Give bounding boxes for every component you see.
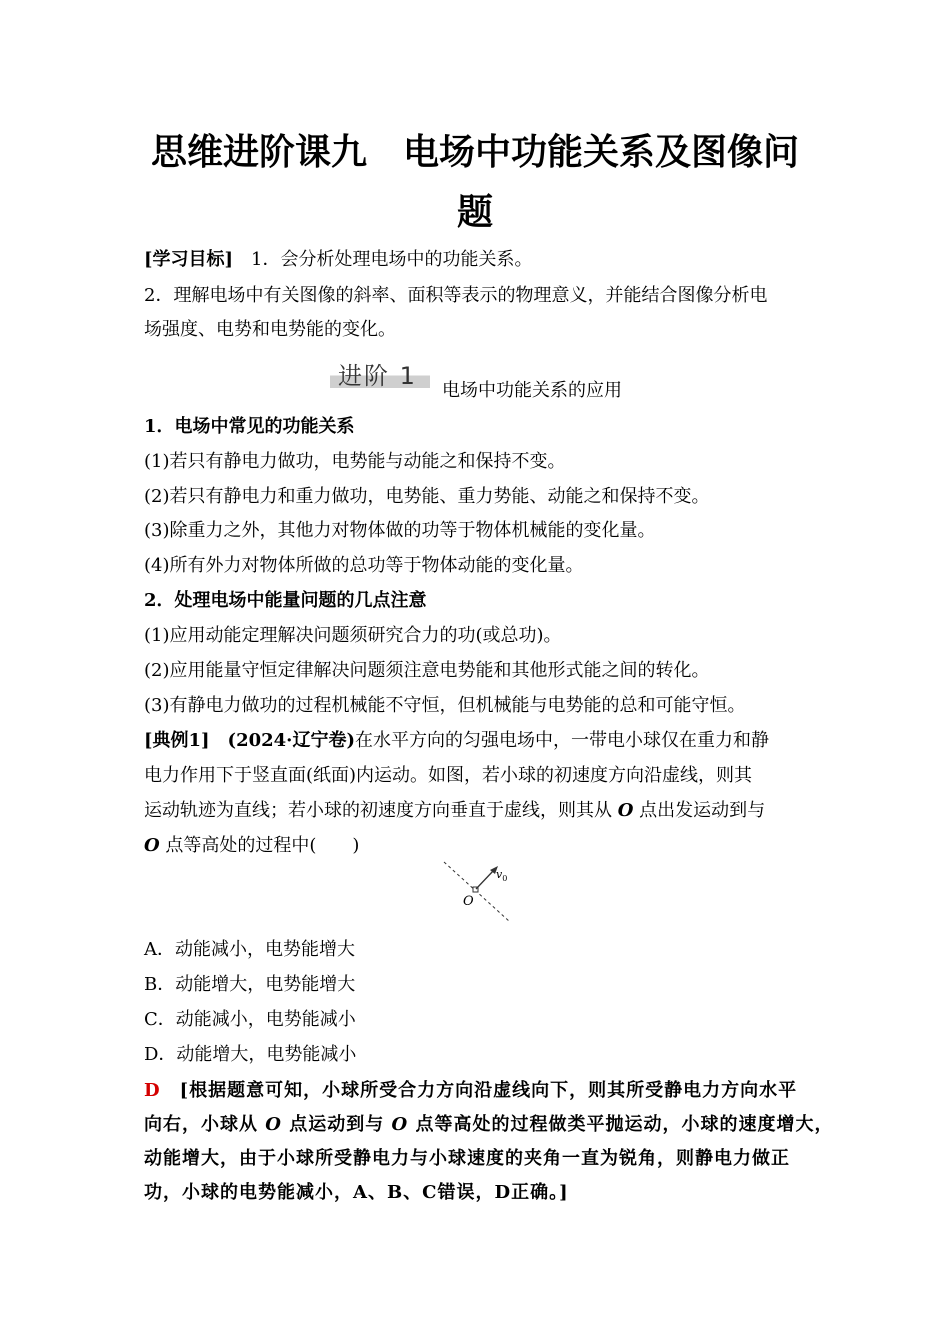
section-title: 电场中功能关系的应用: [442, 380, 622, 401]
answer-point-o-2: O: [391, 1114, 409, 1135]
example-label: [典例1]: [144, 730, 210, 751]
part2-item-3: (3)有静电力做功的过程机械能不守恒，但机械能与电势能的总和可能守恒。: [144, 695, 746, 716]
answer-point-o-1: O: [265, 1114, 282, 1135]
page-title-line1: 思维进阶课九 电场中功能关系及图像问: [150, 132, 799, 173]
answer-line2: [144, 1110, 834, 1136]
example-line3: [144, 796, 824, 822]
answer-line2-a: 向右，小球从: [144, 1114, 266, 1135]
example-line1-text: 在水平方向的匀强电场中，一带电小球仅在重力和静: [354, 730, 769, 751]
example-line4: [144, 831, 824, 857]
answer-line1-text: [根据题意可知，小球所受合力方向沿虚线向下，则其所受静电力方向水平: [160, 1080, 798, 1101]
page-title-line2: 题: [456, 192, 493, 233]
part2-item-2: (2)应用能量守恒定律解决问题须注意电势能和其他形式能之间的转化。: [144, 660, 710, 681]
example-line4-b: 点等高处的过程中( ): [159, 835, 360, 856]
example-line3-b: 点出发运动到与: [633, 800, 766, 821]
velocity-label: $v_0$: [496, 868, 508, 883]
example-line2: 电力作用下于竖直面(纸面)内运动。如图，若小球的初速度方向沿虚线，则其: [144, 765, 753, 786]
example-line3-a: 运动轨迹为直线；若小球的初速度方向垂直于虚线，则其从: [144, 800, 618, 821]
objective-item-2-line1: 2．理解电场中有关图像的斜率、面积等表示的物理意义，并能结合图像分析电: [144, 285, 768, 306]
part1-item-3: (3)除重力之外，其他力对物体做的功等于物体机械能的变化量。: [144, 520, 656, 541]
answer-line2-c: 点等高处的过程做类平抛运动，小球的速度增大，: [408, 1114, 834, 1135]
answer-letter: D: [144, 1080, 161, 1101]
option-a: A．动能减小，电势能增大: [144, 939, 355, 960]
part2-heading: 2．处理电场中能量问题的几点注意: [144, 590, 427, 611]
answer-line3: 动能增大，由于小球所受静电力与小球速度的夹角一直为锐角，则静电力做正: [144, 1148, 790, 1169]
point-o-label: O: [463, 894, 474, 909]
objectives-label: [学习目标]: [144, 249, 234, 270]
objective-item-1: 1．会分析处理电场中的功能关系。: [233, 249, 533, 270]
answer-line1: [144, 1076, 824, 1102]
part1-heading: 1．电场中常见的功能关系: [144, 416, 355, 437]
part1-item-1: (1)若只有静电力做功，电势能与动能之和保持不变。: [144, 451, 566, 472]
option-b: B．动能增大，电势能增大: [144, 974, 356, 995]
section-badge: 进阶 1: [338, 362, 417, 390]
objective-item-2-line2: 场强度、电势和电势能的变化。: [144, 319, 396, 340]
point-o-ref: O: [617, 800, 634, 821]
example-source: (2024·辽宁卷): [209, 730, 355, 751]
trajectory-figure: [436, 858, 526, 928]
option-d: D．动能增大，电势能减小: [144, 1044, 357, 1065]
part1-item-2: (2)若只有静电力和重力做功，电势能、重力势能、动能之和保持不变。: [144, 486, 710, 507]
objectives-line1: [144, 245, 824, 271]
answer-line2-b: 点运动到与: [281, 1114, 392, 1135]
velocity-arrow: [476, 870, 494, 889]
answer-line4: 功，小球的电势能减小，A、B、C错误，D正确。]: [144, 1182, 569, 1203]
example-line1: [144, 726, 824, 752]
point-o-ref-2: O: [144, 835, 160, 856]
part2-item-1: (1)应用动能定理解决问题须研究合力的功(或总功)。: [144, 625, 562, 646]
part1-item-4: (4)所有外力对物体所做的总功等于物体动能的变化量。: [144, 555, 584, 576]
option-c: C．动能减小，电势能减小: [144, 1009, 356, 1030]
